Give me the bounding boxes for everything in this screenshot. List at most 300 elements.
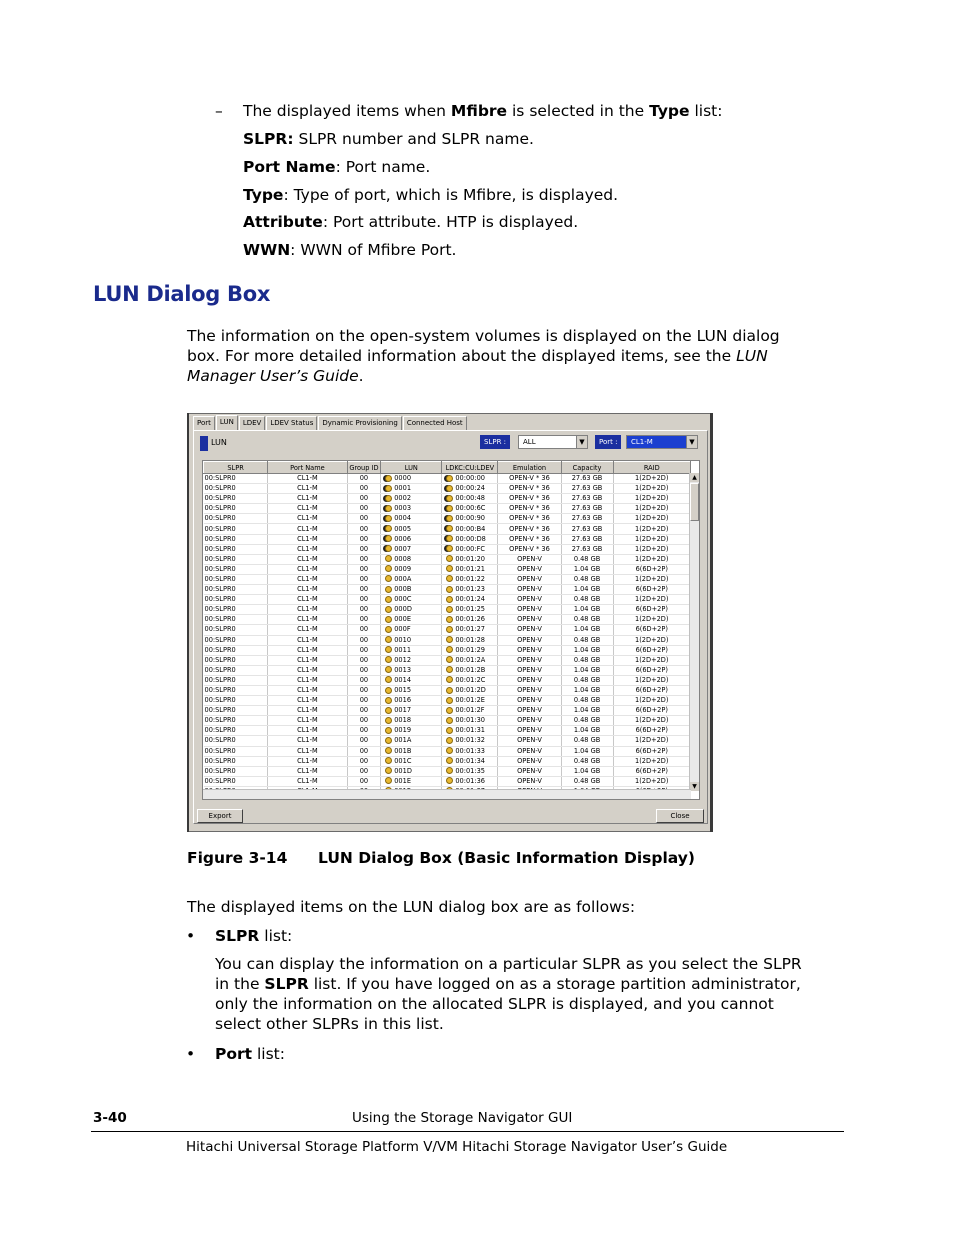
tab-connected-host[interactable]: Connected Host (403, 416, 467, 430)
table-cell: 00:SLPR0 (204, 615, 268, 625)
cell-text: 00:01:33 (455, 746, 485, 755)
figure-number: Figure 3-14 (187, 849, 288, 867)
table-cell: 00:SLPR0 (204, 554, 268, 564)
table-row[interactable] (204, 756, 691, 766)
cell-text: 0003 (394, 504, 412, 513)
table-cell: 00:SLPR0 (204, 595, 268, 605)
table-cell: OPEN-V * 36 (498, 474, 561, 484)
cell-text: 000E (394, 615, 411, 624)
table-cell: 00 (347, 655, 381, 665)
cell-text: 00:01:23 (455, 585, 485, 594)
table-cell: 00 (347, 675, 381, 685)
column-header[interactable]: LDKC:CU:LDEV (442, 462, 498, 474)
cell-text: 00:01:2C (455, 675, 486, 684)
table-cell: 1.04 GB (561, 726, 613, 736)
table-row[interactable] (204, 665, 691, 675)
table-row[interactable] (204, 605, 691, 615)
table-row[interactable] (204, 524, 691, 534)
table-row[interactable] (204, 504, 691, 514)
column-header[interactable]: Port Name (268, 462, 347, 474)
table-cell: 00:SLPR0 (204, 484, 268, 494)
table-row[interactable] (204, 655, 691, 665)
table-cell: 00:SLPR0 (204, 514, 268, 524)
intro-bold-type: Type (649, 102, 690, 120)
table-cell: 00 (347, 756, 381, 766)
port-select-value: CL1-M (631, 438, 653, 446)
table-row[interactable] (204, 494, 691, 504)
port-select[interactable] (626, 435, 698, 449)
cell-text: 00:01:22 (455, 574, 485, 583)
chevron-down-icon[interactable]: ▼ (576, 436, 587, 448)
table-cell: 0.48 GB (561, 655, 613, 665)
table-cell: 0.48 GB (561, 574, 613, 584)
table-cell: OPEN-V (498, 696, 561, 706)
cell-text: 001E (394, 776, 411, 785)
table-cell (442, 595, 498, 605)
tab-port[interactable]: Port (193, 416, 215, 430)
cell-text: 00:01:31 (455, 726, 485, 735)
table-cell: 1(2D+2D) (613, 504, 691, 514)
intro-paragraph (187, 326, 780, 386)
table-cell (381, 534, 442, 544)
cell-text: 00:01:36 (455, 776, 485, 785)
table-row[interactable] (204, 574, 691, 584)
table-cell: 00 (347, 484, 381, 494)
table-cell: OPEN-V (498, 675, 561, 685)
item-term: SLPR: (243, 130, 294, 148)
table-cell: 00 (347, 534, 381, 544)
slpr-select[interactable] (518, 435, 588, 449)
table-cell: 6(6D+2P) (613, 605, 691, 615)
table-cell (381, 524, 442, 534)
cell-text: 00:01:29 (455, 645, 485, 654)
slpr-paragraph (215, 954, 802, 1034)
table-cell: 1.04 GB (561, 685, 613, 695)
table-cell: 1(2D+2D) (613, 595, 691, 605)
ldev-icon (446, 646, 453, 653)
table-cell: 00:SLPR0 (204, 645, 268, 655)
mfibre-item-attribute (243, 212, 578, 232)
cell-text: 0004 (394, 514, 412, 523)
item-desc: : Port name. (335, 158, 431, 176)
table-cell: OPEN-V * 36 (498, 514, 561, 524)
table-cell (442, 635, 498, 645)
table-cell (381, 554, 442, 564)
table-cell: 6(6D+2P) (613, 564, 691, 574)
slpr-select-value: ALL (523, 438, 536, 446)
table-cell: CL1-M (268, 585, 347, 595)
ldev-icon (446, 676, 453, 683)
bullet-icon: • (186, 1045, 196, 1063)
table-cell: OPEN-V * 36 (498, 494, 561, 504)
table-cell: 27.63 GB (561, 504, 613, 514)
port-label: Port : (595, 435, 621, 449)
column-header[interactable]: SLPR (204, 462, 268, 474)
scroll-thumb[interactable] (690, 483, 699, 521)
table-cell: 1(2D+2D) (613, 574, 691, 584)
ldev-icon (446, 515, 453, 522)
table-cell (442, 726, 498, 736)
bullet-icon: • (186, 927, 196, 945)
table-cell: OPEN-V (498, 776, 561, 786)
cell-text: 00:00:D8 (455, 534, 486, 543)
table-cell: 0.48 GB (561, 776, 613, 786)
table-row[interactable] (204, 534, 691, 544)
table-cell (381, 655, 442, 665)
table-cell (381, 776, 442, 786)
table-cell: CL1-M (268, 494, 347, 504)
table-cell (442, 494, 498, 504)
ldev-icon (446, 666, 453, 673)
table-cell (381, 665, 442, 675)
table-cell (442, 514, 498, 524)
export-button[interactable]: Export (197, 809, 243, 823)
table-cell: 1(2D+2D) (613, 554, 691, 564)
cell-text: 00:01:24 (455, 595, 485, 604)
table-cell: 1(2D+2D) (613, 544, 691, 554)
cell-text: 0000 (394, 474, 412, 483)
item-term: Attribute (243, 213, 323, 231)
table-cell: OPEN-V (498, 665, 561, 675)
slpr-label: SLPR : (480, 435, 510, 449)
cell-text: 0009 (394, 564, 412, 573)
cell-text: 000D (394, 605, 412, 614)
ldev-icon (446, 626, 453, 633)
ldev-icon (446, 757, 453, 764)
table-row[interactable] (204, 716, 691, 726)
intro-line (187, 346, 780, 366)
table-cell: OPEN-V (498, 635, 561, 645)
table-cell: 00 (347, 685, 381, 695)
ldev-icon (446, 505, 453, 512)
cell-text: 00:01:20 (455, 554, 485, 563)
ldev-icon (446, 545, 453, 552)
table-row[interactable] (204, 696, 691, 706)
table-row[interactable] (204, 736, 691, 746)
table-cell: 00 (347, 746, 381, 756)
table-cell: 1.04 GB (561, 665, 613, 675)
table-cell: CL1-M (268, 766, 347, 776)
lun-icon (385, 717, 392, 724)
table-row[interactable] (204, 685, 691, 695)
table-cell: CL1-M (268, 534, 347, 544)
intro-post: list: (689, 102, 723, 120)
section-heading: LUN Dialog Box (93, 282, 271, 306)
intro-pre: The displayed items when (243, 102, 451, 120)
cell-text: 00:00:90 (455, 514, 485, 523)
table-cell: OPEN-V (498, 685, 561, 695)
table-cell (442, 564, 498, 574)
panel-title: LUN (211, 438, 227, 447)
table-cell: 00 (347, 564, 381, 574)
table-cell (442, 625, 498, 635)
table-cell: 1.04 GB (561, 766, 613, 776)
table-row[interactable] (204, 615, 691, 625)
table-cell: 00:SLPR0 (204, 494, 268, 504)
table-cell: 6(6D+2P) (613, 706, 691, 716)
table-cell (442, 484, 498, 494)
lun-dialog (187, 413, 713, 832)
cell-text: 0007 (394, 544, 412, 553)
cell-text: 000C (394, 595, 412, 604)
table-cell (381, 645, 442, 655)
table-cell: CL1-M (268, 615, 347, 625)
intro-italic: LUN (736, 347, 768, 365)
intro-line: The information on the open-system volumes is displayed on the LUN dialog (187, 327, 780, 345)
table-cell: CL1-M (268, 716, 347, 726)
table-cell (442, 504, 498, 514)
cell-text: 00:01:35 (455, 766, 485, 775)
ldev-icon (446, 606, 453, 613)
table-cell (381, 716, 442, 726)
table-cell: 6(6D+2P) (613, 645, 691, 655)
figure-title: LUN Dialog Box (Basic Information Display) (318, 849, 695, 867)
table-cell: 6(6D+2P) (613, 726, 691, 736)
table-cell: 6(6D+2P) (613, 766, 691, 776)
table-cell: CL1-M (268, 706, 347, 716)
table-cell: 1(2D+2D) (613, 524, 691, 534)
table-cell: CL1-M (268, 635, 347, 645)
table-cell: 00 (347, 776, 381, 786)
table-cell (381, 484, 442, 494)
table-row[interactable] (204, 564, 691, 574)
table-cell: 00 (347, 574, 381, 584)
table-cell: CL1-M (268, 645, 347, 655)
lun-icon (385, 777, 392, 784)
cell-text: 00:00:FC (455, 544, 485, 553)
table-cell: 00 (347, 645, 381, 655)
ldev-icon (446, 555, 453, 562)
chevron-down-icon[interactable]: ▼ (686, 436, 697, 448)
tab-dynamic-provisioning[interactable]: Dynamic Provisioning (318, 416, 401, 430)
cell-text: 00:01:2F (455, 706, 485, 715)
table-cell: CL1-M (268, 685, 347, 695)
table-cell (381, 746, 442, 756)
table-cell (442, 756, 498, 766)
table-row[interactable] (204, 554, 691, 564)
ldev-icon (446, 687, 453, 694)
table-row[interactable] (204, 726, 691, 736)
figure-caption (187, 849, 287, 867)
table-cell: CL1-M (268, 605, 347, 615)
lun-icon (385, 737, 392, 744)
table-cell (381, 474, 442, 484)
cell-text: 0001 (394, 484, 412, 493)
tab-lun[interactable]: LUN (216, 415, 238, 430)
mfibre-item-wwn (243, 240, 457, 260)
ldev-icon (446, 575, 453, 582)
table-cell: 27.63 GB (561, 534, 613, 544)
intro-text: box. For more detailed information about the displayed items, see the (187, 347, 737, 365)
table-cell: CL1-M (268, 756, 347, 766)
table-cell (442, 655, 498, 665)
table-cell: 1(2D+2D) (613, 474, 691, 484)
lun-icon (385, 555, 392, 562)
cell-text: 001A (394, 736, 412, 745)
horizontal-scrollbar[interactable] (203, 789, 691, 799)
table-cell: OPEN-V (498, 645, 561, 655)
cell-text: 00:01:27 (455, 625, 485, 634)
cell-text: 00:00:6C (455, 504, 486, 513)
cell-text: 00:00:00 (455, 474, 485, 483)
table-row[interactable] (204, 766, 691, 776)
close-button[interactable]: Close (656, 809, 704, 823)
table-cell: 00:SLPR0 (204, 706, 268, 716)
table-cell: 00:SLPR0 (204, 504, 268, 514)
table-cell (442, 585, 498, 595)
lun-icon (385, 525, 392, 532)
table-cell (442, 665, 498, 675)
table-cell: OPEN-V (498, 615, 561, 625)
table-cell: 00 (347, 474, 381, 484)
table-cell (381, 766, 442, 776)
table-cell: 1(2D+2D) (613, 756, 691, 766)
item-desc: SLPR number and SLPR name. (293, 130, 534, 148)
table-cell: 1(2D+2D) (613, 615, 691, 625)
column-header[interactable]: Emulation (498, 462, 561, 474)
table-cell: OPEN-V (498, 554, 561, 564)
lun-icon (385, 687, 392, 694)
para-line: You can display the information on a particular SLPR as you select the SLPR (215, 955, 802, 973)
lun-icon (385, 596, 392, 603)
cell-text: 00:00:48 (455, 494, 485, 503)
ldev-icon (446, 636, 453, 643)
table-cell: 00:SLPR0 (204, 635, 268, 645)
cell-text: 00:01:2D (455, 686, 486, 695)
lun-icon (385, 535, 392, 542)
table-cell: 00:SLPR0 (204, 675, 268, 685)
table-cell: 00 (347, 615, 381, 625)
table-cell (442, 776, 498, 786)
table-cell: 00:SLPR0 (204, 746, 268, 756)
cell-text: 00:01:30 (455, 716, 485, 725)
table-cell: CL1-M (268, 776, 347, 786)
table-cell: 00:SLPR0 (204, 696, 268, 706)
table-cell: 1(2D+2D) (613, 514, 691, 524)
table-cell: 00 (347, 504, 381, 514)
item-desc: : Type of port, which is Mfibre, is displayed. (283, 186, 619, 204)
column-header[interactable]: RAID (613, 462, 691, 474)
ldev-icon (446, 777, 453, 784)
title-accent-bar (200, 436, 208, 451)
cell-text: 000F (394, 625, 411, 634)
table-cell: 1(2D+2D) (613, 655, 691, 665)
table-cell: 6(6D+2P) (613, 625, 691, 635)
table-cell: CL1-M (268, 524, 347, 534)
table-cell (381, 494, 442, 504)
table-cell: CL1-M (268, 554, 347, 564)
tab-ldev[interactable]: LDEV (239, 416, 266, 430)
table-row[interactable] (204, 746, 691, 756)
table-row[interactable] (204, 585, 691, 595)
lun-icon (385, 565, 392, 572)
dash-marker: – (215, 102, 223, 120)
table-cell: 00:SLPR0 (204, 524, 268, 534)
table-cell (442, 554, 498, 564)
ldev-icon (446, 596, 453, 603)
table-row[interactable] (204, 635, 691, 645)
table-cell (381, 736, 442, 746)
table-cell: 1(2D+2D) (613, 716, 691, 726)
table-cell: 00:SLPR0 (204, 625, 268, 635)
table-row[interactable] (204, 675, 691, 685)
table-cell: 00 (347, 696, 381, 706)
table-cell: OPEN-V (498, 655, 561, 665)
lun-icon (385, 676, 392, 683)
ldev-icon (446, 495, 453, 502)
table-cell: 00:SLPR0 (204, 766, 268, 776)
table-cell (442, 675, 498, 685)
para-line: select other SLPRs in this list. (215, 1015, 444, 1033)
table-row[interactable] (204, 625, 691, 635)
table-cell: CL1-M (268, 746, 347, 756)
footer-chapter: Using the Storage Navigator GUI (352, 1110, 573, 1126)
cell-text: 0019 (394, 726, 412, 735)
intro-mid: is selected in the (507, 102, 650, 120)
table-cell: 00 (347, 736, 381, 746)
ldev-icon (446, 767, 453, 774)
table-row[interactable] (204, 474, 691, 484)
cell-text: 0013 (394, 665, 412, 674)
table-cell: 00:SLPR0 (204, 655, 268, 665)
table-cell: 27.63 GB (561, 514, 613, 524)
table-row[interactable] (204, 514, 691, 524)
table-cell: 1(2D+2D) (613, 635, 691, 645)
lun-icon (385, 586, 392, 593)
table-cell: 00:SLPR0 (204, 574, 268, 584)
table-cell (442, 605, 498, 615)
tab-ldev-status[interactable]: LDEV Status (266, 416, 317, 430)
cell-text: 0005 (394, 524, 412, 533)
table-cell: 00 (347, 494, 381, 504)
table-cell: 0.48 GB (561, 635, 613, 645)
cell-text: 00:01:21 (455, 564, 485, 573)
table-row[interactable] (204, 484, 691, 494)
table-cell: 0.48 GB (561, 554, 613, 564)
intro-italic: Manager User’s Guide (187, 367, 359, 385)
vertical-scrollbar[interactable] (689, 473, 699, 791)
table-cell: 00:SLPR0 (204, 474, 268, 484)
table-cell: 6(6D+2P) (613, 746, 691, 756)
lun-icon (385, 707, 392, 714)
table-cell: 6(6D+2P) (613, 665, 691, 675)
table-cell (381, 675, 442, 685)
scroll-up-icon[interactable]: ▲ (690, 473, 699, 482)
table-row[interactable] (204, 645, 691, 655)
table-row[interactable] (204, 776, 691, 786)
para-line: only the information on the allocated SLPR is displayed, and you cannot (215, 995, 774, 1013)
table-row[interactable] (204, 706, 691, 716)
column-header[interactable]: Capacity (561, 462, 613, 474)
table-cell (442, 746, 498, 756)
table-cell: OPEN-V (498, 585, 561, 595)
table-row[interactable] (204, 544, 691, 554)
table-cell: CL1-M (268, 736, 347, 746)
table-cell: 1(2D+2D) (613, 534, 691, 544)
mfibre-item-type (243, 185, 618, 205)
column-header[interactable]: Group ID (347, 462, 381, 474)
table-cell (381, 564, 442, 574)
table-row[interactable] (204, 595, 691, 605)
scroll-down-icon[interactable]: ▼ (690, 782, 699, 791)
lun-icon (385, 505, 392, 512)
table-cell (381, 605, 442, 615)
table-cell: OPEN-V (498, 574, 561, 584)
column-header[interactable]: LUN (381, 462, 442, 474)
table-cell: 1.04 GB (561, 564, 613, 574)
page-number: 3-40 (93, 1110, 127, 1126)
cell-text: 00:01:34 (455, 756, 485, 765)
